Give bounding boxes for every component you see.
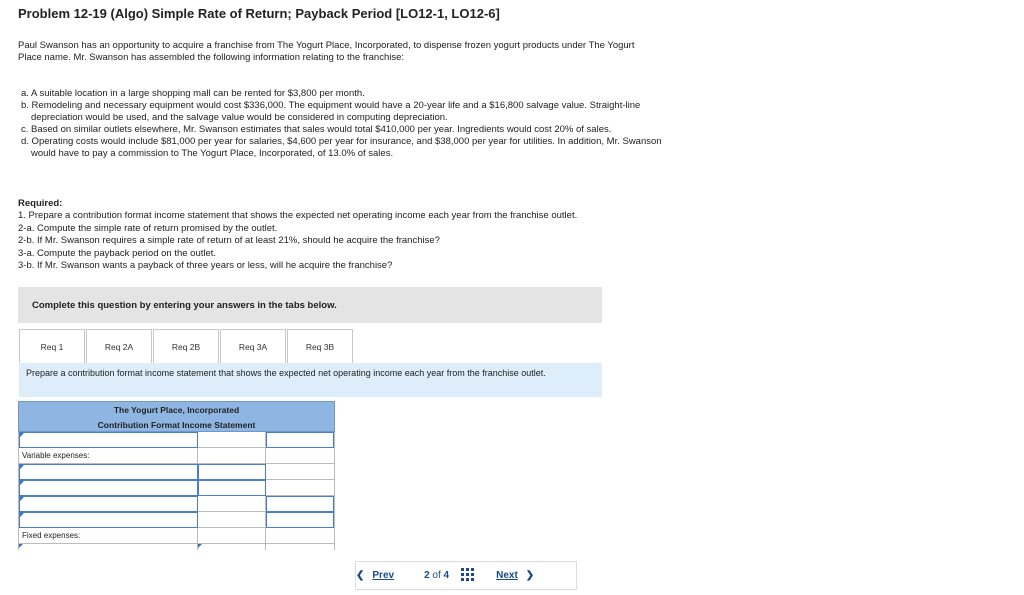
label-input[interactable]	[19, 544, 198, 550]
page-indicator	[424, 570, 449, 581]
tab-req-1[interactable]: Req 1	[19, 329, 85, 364]
amount-cell	[198, 512, 266, 528]
statement-row	[18, 496, 335, 512]
required-item: 3-a. Compute the payback period on the outlet.	[18, 247, 217, 259]
statement-header	[18, 401, 335, 432]
total-cell	[266, 480, 334, 496]
required-item: 2-b. If Mr. Swanson requires a simple rate of return of at least 21%, should he acquire the franchise?	[18, 235, 440, 246]
tab-req-2a[interactable]: Req 2A	[86, 329, 152, 364]
total-cell	[266, 528, 334, 544]
required-item: 2-a. Compute the simple rate of return promised by the outlet.	[18, 222, 278, 234]
info-list	[18, 88, 663, 160]
info-item-a: a. A suitable location in a large shopping mall can be rented for $3,800 per month.	[21, 88, 365, 99]
required-item: 3-b. If Mr. Swanson wants a payback of three years or less, will he acquire the franchise?	[18, 260, 393, 271]
grid-icon[interactable]	[461, 568, 474, 584]
chevron-left-icon[interactable]: ❮	[356, 570, 365, 581]
info-item-b: b. Remodeling and necessary equipment would cost $336,000. The equipment would have a 20-year life and a $16,800 salvage value. Straight-line depreciation would be used, and the salvage value would be considered in computing depreciation.	[21, 100, 641, 123]
statement-row	[18, 432, 335, 448]
company-name: The Yogurt Place, Incorporated	[113, 405, 240, 415]
statement-row	[18, 448, 335, 464]
next-button[interactable]: Next	[496, 570, 518, 581]
intro-text: Paul Swanson has an opportunity to acquire a franchise from The Yogurt Place, Incorporated, to dispense frozen yogurt products under The Yogurt Place name. Mr. Swanson has assembled the following information relating to the franchise:	[18, 40, 635, 63]
tab-req-3b[interactable]: Req 3B	[287, 329, 353, 364]
total-input[interactable]	[266, 432, 334, 448]
label-input[interactable]	[19, 480, 198, 496]
label-input[interactable]	[19, 464, 198, 480]
pagination	[355, 561, 577, 590]
problem-title: Problem 12-19 (Algo) Simple Rate of Return; Payback Period [LO12-1, LO12-6]	[18, 6, 500, 21]
current-page: 2	[424, 570, 430, 581]
statement-row	[18, 464, 335, 480]
amount-cell	[198, 448, 266, 464]
label-input[interactable]	[19, 432, 198, 448]
page-of: of	[432, 570, 441, 581]
fixed-expenses-label: Fixed expenses:	[19, 528, 198, 544]
amount-input[interactable]	[198, 544, 266, 550]
statement-name: Contribution Format Income Statement	[97, 420, 256, 430]
total-pages: 4	[443, 570, 450, 581]
total-cell	[266, 464, 334, 480]
statement-row	[18, 512, 335, 528]
tab-req-2b[interactable]: Req 2B	[153, 329, 219, 364]
statement-row	[18, 480, 335, 496]
info-item-c: c. Based on similar outlets elsewhere, Mr. Swanson estimates that sales would total $410,000 per year. Ingredients would cost 20% of sales.	[21, 124, 612, 135]
amount-cell	[198, 432, 266, 448]
tabs-banner: Complete this question by entering your answers in the tabs below.	[18, 287, 602, 323]
total-cell	[266, 544, 334, 550]
label-input[interactable]	[19, 512, 198, 528]
income-statement	[18, 401, 335, 550]
amount-cell	[198, 496, 266, 512]
chevron-right-icon[interactable]: ❯	[525, 570, 535, 581]
variable-expenses-label: Variable expenses:	[19, 448, 198, 464]
total-input[interactable]	[266, 512, 334, 528]
amount-input[interactable]	[198, 480, 266, 496]
total-cell	[266, 448, 334, 464]
required-item: 1. Prepare a contribution format income statement that shows the expected net operating income each year from the franchise outlet.	[18, 210, 578, 221]
statement-row	[18, 528, 335, 544]
statement-row-partial	[18, 544, 335, 550]
prev-button[interactable]: Prev	[372, 570, 395, 581]
tab-instruction: Prepare a contribution format income statement that shows the expected net operating income each year from the franchise outlet.	[19, 363, 602, 397]
amount-input[interactable]	[198, 464, 266, 480]
amount-cell	[198, 528, 266, 544]
info-item-d: d. Operating costs would include $81,000 per year for salaries, $4,600 per year for insurance, and $38,000 per year for utilities. In addition, Mr. Swanson would have to pay a commission to The Yogurt Place, Incorporated, of 13.0% of sales.	[21, 136, 662, 159]
requirement-tabs	[19, 329, 354, 364]
required-list	[18, 210, 577, 273]
required-heading: Required:	[18, 198, 63, 209]
label-input[interactable]	[19, 496, 198, 512]
tab-req-3a[interactable]: Req 3A	[220, 329, 286, 364]
total-input[interactable]	[266, 496, 334, 512]
